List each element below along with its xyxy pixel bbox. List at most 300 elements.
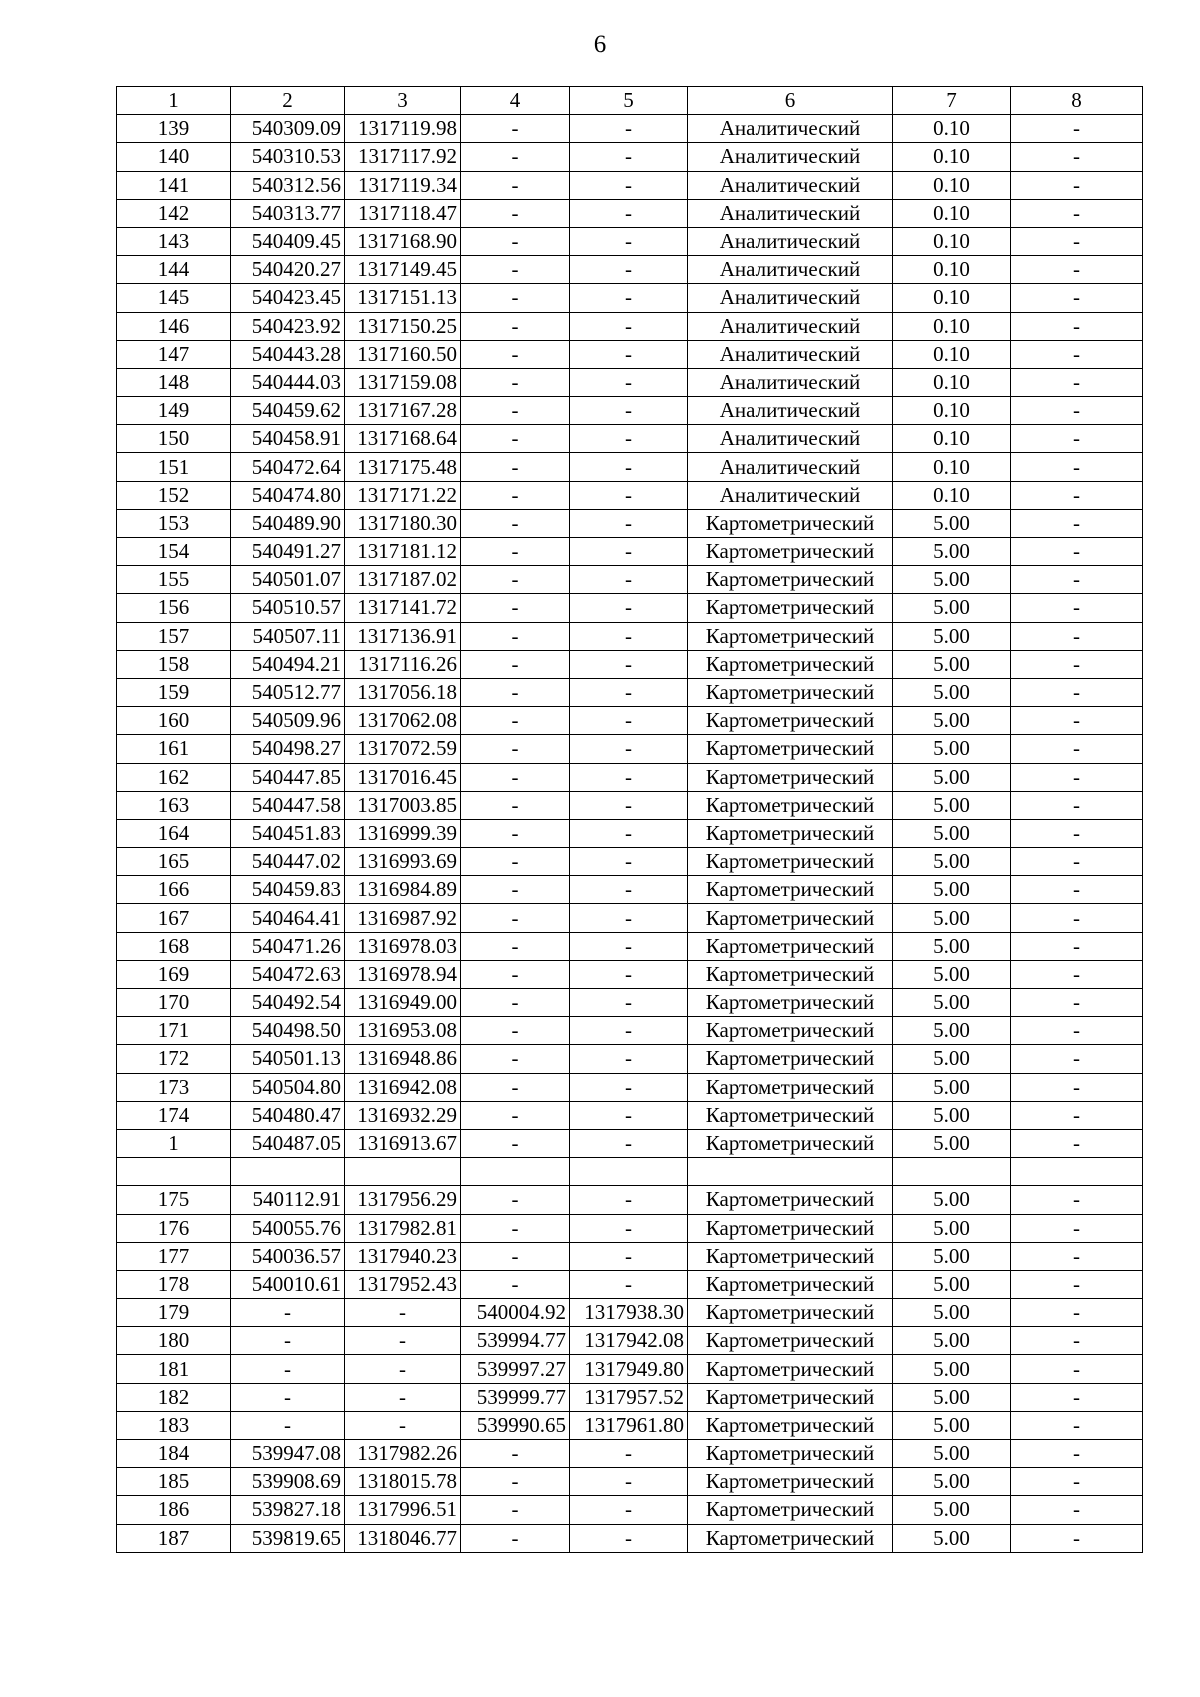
cell-accuracy: 5.00 — [893, 566, 1011, 594]
cell-x-coordinate-alt: - — [461, 1440, 570, 1468]
cell-accuracy: 5.00 — [893, 960, 1011, 988]
column-header-1: 1 — [117, 87, 231, 115]
cell-x-coordinate: 539827.18 — [231, 1496, 345, 1524]
cell-method: Картометрический — [688, 1270, 893, 1298]
table-row — [117, 1440, 1143, 1468]
cell-x-coordinate: 540447.58 — [231, 791, 345, 819]
cell-x-coordinate: 540491.27 — [231, 538, 345, 566]
cell-note: - — [1011, 1242, 1143, 1270]
cell-y-coordinate: 1317003.85 — [345, 791, 461, 819]
cell-x-coordinate: 540409.45 — [231, 227, 345, 255]
table-row — [117, 819, 1143, 847]
table-row — [117, 227, 1143, 255]
cell-x-coordinate-alt: - — [461, 1129, 570, 1157]
cell-x-coordinate — [231, 1158, 345, 1186]
cell-note: - — [1011, 312, 1143, 340]
table-row — [117, 678, 1143, 706]
table-row — [117, 509, 1143, 537]
cell-x-coordinate-alt: - — [461, 509, 570, 537]
cell-y-coordinate-alt: - — [570, 622, 688, 650]
cell-x-coordinate: 540309.09 — [231, 115, 345, 143]
cell-method: Картометрический — [688, 791, 893, 819]
cell-method: Картометрический — [688, 1101, 893, 1129]
cell-x-coordinate-alt: - — [461, 791, 570, 819]
cell-method: Картометрический — [688, 678, 893, 706]
cell-point-number: 142 — [117, 199, 231, 227]
cell-point-number: 180 — [117, 1327, 231, 1355]
cell-point-number: 1 — [117, 1129, 231, 1157]
cell-x-coordinate-alt: - — [461, 1496, 570, 1524]
cell-point-number: 174 — [117, 1101, 231, 1129]
cell-y-coordinate-alt: 1317949.80 — [570, 1355, 688, 1383]
cell-note: - — [1011, 678, 1143, 706]
cell-y-coordinate-alt: 1317961.80 — [570, 1411, 688, 1439]
cell-x-coordinate: - — [231, 1411, 345, 1439]
table-row — [117, 1242, 1143, 1270]
cell-y-coordinate-alt: - — [570, 1468, 688, 1496]
cell-accuracy: 5.00 — [893, 876, 1011, 904]
cell-method: Картометрический — [688, 622, 893, 650]
column-header-5: 5 — [570, 87, 688, 115]
cell-x-coordinate-alt: - — [461, 932, 570, 960]
cell-accuracy: 5.00 — [893, 707, 1011, 735]
cell-point-number: 153 — [117, 509, 231, 537]
cell-accuracy: 5.00 — [893, 1242, 1011, 1270]
cell-y-coordinate: 1316913.67 — [345, 1129, 461, 1157]
cell-method: Картометрический — [688, 1355, 893, 1383]
cell-accuracy: 5.00 — [893, 678, 1011, 706]
cell-point-number: 139 — [117, 115, 231, 143]
cell-point-number: 147 — [117, 340, 231, 368]
cell-method: Картометрический — [688, 989, 893, 1017]
column-header-7: 7 — [893, 87, 1011, 115]
cell-accuracy: 5.00 — [893, 1101, 1011, 1129]
cell-method: Аналитический — [688, 481, 893, 509]
cell-x-coordinate: 539908.69 — [231, 1468, 345, 1496]
cell-x-coordinate: - — [231, 1327, 345, 1355]
cell-x-coordinate-alt: - — [461, 678, 570, 706]
cell-y-coordinate: 1317175.48 — [345, 453, 461, 481]
cell-x-coordinate: 540447.85 — [231, 763, 345, 791]
cell-point-number: 182 — [117, 1383, 231, 1411]
cell-y-coordinate-alt: - — [570, 1524, 688, 1552]
cell-method: Аналитический — [688, 143, 893, 171]
cell-x-coordinate-alt: - — [461, 256, 570, 284]
cell-y-coordinate-alt: - — [570, 256, 688, 284]
cell-y-coordinate: - — [345, 1327, 461, 1355]
cell-x-coordinate: 540472.64 — [231, 453, 345, 481]
coordinates-table — [116, 86, 1143, 1553]
cell-y-coordinate: 1317072.59 — [345, 735, 461, 763]
cell-y-coordinate-alt: - — [570, 650, 688, 678]
cell-x-coordinate: 540510.57 — [231, 594, 345, 622]
cell-method: Аналитический — [688, 425, 893, 453]
cell-x-coordinate: 540451.83 — [231, 819, 345, 847]
table-row — [117, 960, 1143, 988]
cell-accuracy: 0.10 — [893, 312, 1011, 340]
cell-method: Аналитический — [688, 453, 893, 481]
table-row — [117, 199, 1143, 227]
cell-x-coordinate-alt: - — [461, 284, 570, 312]
cell-method: Картометрический — [688, 848, 893, 876]
cell-y-coordinate: 1317119.34 — [345, 171, 461, 199]
cell-note: - — [1011, 1129, 1143, 1157]
cell-y-coordinate: - — [345, 1411, 461, 1439]
cell-method: Картометрический — [688, 1017, 893, 1045]
cell-x-coordinate: 539947.08 — [231, 1440, 345, 1468]
cell-y-coordinate: 1317062.08 — [345, 707, 461, 735]
cell-point-number: 158 — [117, 650, 231, 678]
cell-y-coordinate: 1317996.51 — [345, 1496, 461, 1524]
cell-x-coordinate: 540507.11 — [231, 622, 345, 650]
cell-y-coordinate-alt: - — [570, 171, 688, 199]
cell-x-coordinate-alt: - — [461, 819, 570, 847]
cell-x-coordinate-alt: - — [461, 340, 570, 368]
cell-note: - — [1011, 735, 1143, 763]
cell-x-coordinate-alt: - — [461, 143, 570, 171]
table-row — [117, 1327, 1143, 1355]
cell-y-coordinate-alt: - — [570, 989, 688, 1017]
cell-x-coordinate: 540010.61 — [231, 1270, 345, 1298]
cell-method: Картометрический — [688, 650, 893, 678]
cell-x-coordinate: 540447.02 — [231, 848, 345, 876]
cell-point-number: 179 — [117, 1299, 231, 1327]
table-row — [117, 1129, 1143, 1157]
cell-accuracy: 0.10 — [893, 453, 1011, 481]
cell-note: - — [1011, 566, 1143, 594]
cell-note: - — [1011, 256, 1143, 284]
table-row — [117, 284, 1143, 312]
cell-note: - — [1011, 594, 1143, 622]
cell-y-coordinate-alt: - — [570, 227, 688, 255]
cell-note: - — [1011, 509, 1143, 537]
cell-method: Картометрический — [688, 1468, 893, 1496]
cell-note: - — [1011, 904, 1143, 932]
cell-x-coordinate-alt: - — [461, 848, 570, 876]
cell-method: Картометрический — [688, 707, 893, 735]
cell-method: Картометрический — [688, 1496, 893, 1524]
cell-y-coordinate-alt: - — [570, 678, 688, 706]
cell-y-coordinate: - — [345, 1299, 461, 1327]
cell-accuracy: 5.00 — [893, 1355, 1011, 1383]
cell-y-coordinate: 1316953.08 — [345, 1017, 461, 1045]
cell-x-coordinate-alt: - — [461, 1045, 570, 1073]
cell-accuracy: 5.00 — [893, 1440, 1011, 1468]
table-row — [117, 256, 1143, 284]
cell-y-coordinate-alt: - — [570, 566, 688, 594]
cell-note: - — [1011, 171, 1143, 199]
cell-method: Картометрический — [688, 960, 893, 988]
cell-note: - — [1011, 1101, 1143, 1129]
cell-x-coordinate: 540489.90 — [231, 509, 345, 537]
table-header-row — [117, 87, 1143, 115]
cell-point-number: 176 — [117, 1214, 231, 1242]
cell-note: - — [1011, 425, 1143, 453]
cell-note: - — [1011, 622, 1143, 650]
cell-note: - — [1011, 763, 1143, 791]
cell-accuracy: 0.10 — [893, 171, 1011, 199]
cell-accuracy: 0.10 — [893, 115, 1011, 143]
cell-note: - — [1011, 960, 1143, 988]
table-row — [117, 340, 1143, 368]
cell-note — [1011, 1158, 1143, 1186]
cell-note: - — [1011, 1299, 1143, 1327]
cell-y-coordinate-alt: - — [570, 509, 688, 537]
cell-accuracy: 5.00 — [893, 1129, 1011, 1157]
cell-x-coordinate-alt: 540004.92 — [461, 1299, 570, 1327]
table-row — [117, 594, 1143, 622]
table-row — [117, 566, 1143, 594]
cell-y-coordinate-alt: - — [570, 538, 688, 566]
cell-y-coordinate: 1317168.90 — [345, 227, 461, 255]
cell-note: - — [1011, 1270, 1143, 1298]
cell-point-number: 172 — [117, 1045, 231, 1073]
cell-y-coordinate-alt — [570, 1158, 688, 1186]
cell-accuracy: 0.10 — [893, 256, 1011, 284]
cell-y-coordinate: 1316949.00 — [345, 989, 461, 1017]
cell-y-coordinate: 1317167.28 — [345, 397, 461, 425]
cell-note: - — [1011, 115, 1143, 143]
table-row — [117, 904, 1143, 932]
cell-note: - — [1011, 1327, 1143, 1355]
cell-note: - — [1011, 1355, 1143, 1383]
cell-accuracy: 0.10 — [893, 481, 1011, 509]
cell-point-number: 186 — [117, 1496, 231, 1524]
column-header-3: 3 — [345, 87, 461, 115]
cell-accuracy — [893, 1158, 1011, 1186]
cell-y-coordinate: 1317149.45 — [345, 256, 461, 284]
cell-accuracy: 5.00 — [893, 1411, 1011, 1439]
cell-point-number: 166 — [117, 876, 231, 904]
cell-accuracy: 5.00 — [893, 650, 1011, 678]
cell-x-coordinate-alt: - — [461, 171, 570, 199]
cell-note: - — [1011, 199, 1143, 227]
table-row — [117, 848, 1143, 876]
table-row — [117, 1383, 1143, 1411]
table-row — [117, 481, 1143, 509]
cell-note: - — [1011, 932, 1143, 960]
cell-y-coordinate: 1317982.81 — [345, 1214, 461, 1242]
cell-y-coordinate-alt: - — [570, 848, 688, 876]
cell-method: Аналитический — [688, 368, 893, 396]
cell-note: - — [1011, 1186, 1143, 1214]
cell-x-coordinate-alt: - — [461, 650, 570, 678]
cell-y-coordinate-alt: 1317957.52 — [570, 1383, 688, 1411]
cell-x-coordinate-alt: - — [461, 763, 570, 791]
cell-note: - — [1011, 707, 1143, 735]
cell-accuracy: 5.00 — [893, 735, 1011, 763]
cell-point-number: 187 — [117, 1524, 231, 1552]
column-header-2: 2 — [231, 87, 345, 115]
cell-accuracy: 5.00 — [893, 1524, 1011, 1552]
cell-x-coordinate: 540112.91 — [231, 1186, 345, 1214]
cell-y-coordinate: 1316999.39 — [345, 819, 461, 847]
table-row — [117, 1214, 1143, 1242]
cell-y-coordinate-alt: - — [570, 960, 688, 988]
cell-accuracy: 0.10 — [893, 425, 1011, 453]
cell-x-coordinate: 540423.92 — [231, 312, 345, 340]
table-row — [117, 1073, 1143, 1101]
table-row — [117, 932, 1143, 960]
table-row — [117, 1411, 1143, 1439]
cell-note: - — [1011, 1017, 1143, 1045]
cell-accuracy: 5.00 — [893, 1073, 1011, 1101]
cell-method: Аналитический — [688, 284, 893, 312]
cell-y-coordinate: 1317982.26 — [345, 1440, 461, 1468]
table-row — [117, 115, 1143, 143]
cell-note: - — [1011, 284, 1143, 312]
table-row — [117, 368, 1143, 396]
cell-x-coordinate: 540459.62 — [231, 397, 345, 425]
cell-note: - — [1011, 819, 1143, 847]
cell-y-coordinate-alt: - — [570, 819, 688, 847]
cell-method: Картометрический — [688, 1073, 893, 1101]
cell-x-coordinate: 540444.03 — [231, 368, 345, 396]
cell-y-coordinate: 1317136.91 — [345, 622, 461, 650]
cell-method: Картометрический — [688, 1045, 893, 1073]
cell-y-coordinate: 1317181.12 — [345, 538, 461, 566]
cell-method: Картометрический — [688, 1383, 893, 1411]
cell-x-coordinate: 540501.13 — [231, 1045, 345, 1073]
cell-point-number: 183 — [117, 1411, 231, 1439]
table-row — [117, 650, 1143, 678]
cell-y-coordinate-alt: - — [570, 707, 688, 735]
cell-y-coordinate-alt: 1317942.08 — [570, 1327, 688, 1355]
cell-point-number: 141 — [117, 171, 231, 199]
cell-y-coordinate-alt: - — [570, 1129, 688, 1157]
cell-y-coordinate-alt: - — [570, 143, 688, 171]
cell-x-coordinate: 540501.07 — [231, 566, 345, 594]
cell-y-coordinate-alt: - — [570, 481, 688, 509]
cell-note: - — [1011, 1440, 1143, 1468]
cell-method: Картометрический — [688, 735, 893, 763]
cell-method: Картометрический — [688, 1214, 893, 1242]
cell-x-coordinate-alt: 539994.77 — [461, 1327, 570, 1355]
cell-y-coordinate: 1317118.47 — [345, 199, 461, 227]
cell-x-coordinate-alt: - — [461, 707, 570, 735]
cell-note: - — [1011, 481, 1143, 509]
cell-note: - — [1011, 1496, 1143, 1524]
cell-x-coordinate-alt: - — [461, 1101, 570, 1129]
cell-accuracy: 0.10 — [893, 227, 1011, 255]
cell-x-coordinate-alt: - — [461, 199, 570, 227]
cell-y-coordinate-alt: - — [570, 1073, 688, 1101]
cell-y-coordinate-alt: - — [570, 340, 688, 368]
column-header-8: 8 — [1011, 87, 1143, 115]
cell-method: Картометрический — [688, 509, 893, 537]
cell-y-coordinate: 1317956.29 — [345, 1186, 461, 1214]
cell-x-coordinate: - — [231, 1383, 345, 1411]
cell-point-number: 178 — [117, 1270, 231, 1298]
cell-method: Картометрический — [688, 1327, 893, 1355]
cell-point-number: 143 — [117, 227, 231, 255]
cell-method: Картометрический — [688, 1242, 893, 1270]
cell-method: Картометрический — [688, 763, 893, 791]
cell-accuracy: 5.00 — [893, 1496, 1011, 1524]
cell-method: Картометрический — [688, 566, 893, 594]
table-body — [117, 115, 1143, 1553]
cell-y-coordinate-alt: - — [570, 1242, 688, 1270]
cell-x-coordinate: 540310.53 — [231, 143, 345, 171]
table-row — [117, 735, 1143, 763]
cell-note: - — [1011, 538, 1143, 566]
cell-note: - — [1011, 143, 1143, 171]
cell-method: Аналитический — [688, 340, 893, 368]
cell-method: Картометрический — [688, 1186, 893, 1214]
table-row — [117, 1468, 1143, 1496]
cell-note: - — [1011, 227, 1143, 255]
cell-y-coordinate: 1317168.64 — [345, 425, 461, 453]
cell-point-number: 164 — [117, 819, 231, 847]
cell-x-coordinate: 540487.05 — [231, 1129, 345, 1157]
cell-x-coordinate: 540494.21 — [231, 650, 345, 678]
cell-y-coordinate-alt: - — [570, 425, 688, 453]
cell-y-coordinate-alt: - — [570, 199, 688, 227]
cell-point-number: 177 — [117, 1242, 231, 1270]
cell-x-coordinate-alt: - — [461, 115, 570, 143]
table-row — [117, 1017, 1143, 1045]
cell-point-number: 156 — [117, 594, 231, 622]
table-row — [117, 1270, 1143, 1298]
cell-accuracy: 5.00 — [893, 594, 1011, 622]
cell-y-coordinate: 1316978.03 — [345, 932, 461, 960]
cell-y-coordinate-alt: - — [570, 284, 688, 312]
cell-y-coordinate-alt: - — [570, 932, 688, 960]
cell-point-number: 145 — [117, 284, 231, 312]
cell-y-coordinate: 1316942.08 — [345, 1073, 461, 1101]
cell-y-coordinate: 1317151.13 — [345, 284, 461, 312]
cell-accuracy: 0.10 — [893, 368, 1011, 396]
cell-method: Картометрический — [688, 876, 893, 904]
cell-x-coordinate-alt: - — [461, 425, 570, 453]
cell-y-coordinate-alt: - — [570, 1214, 688, 1242]
cell-x-coordinate-alt: - — [461, 735, 570, 763]
cell-x-coordinate-alt: - — [461, 989, 570, 1017]
cell-accuracy: 5.00 — [893, 1299, 1011, 1327]
cell-y-coordinate: 1317940.23 — [345, 1242, 461, 1270]
cell-y-coordinate: 1317119.98 — [345, 115, 461, 143]
cell-y-coordinate: 1316993.69 — [345, 848, 461, 876]
cell-y-coordinate: 1317159.08 — [345, 368, 461, 396]
cell-point-number: 185 — [117, 1468, 231, 1496]
cell-x-coordinate-alt — [461, 1158, 570, 1186]
cell-y-coordinate-alt: - — [570, 1045, 688, 1073]
cell-x-coordinate-alt: - — [461, 1214, 570, 1242]
cell-y-coordinate: 1317150.25 — [345, 312, 461, 340]
cell-x-coordinate-alt: - — [461, 481, 570, 509]
page-number: 6 — [593, 31, 607, 58]
cell-point-number: 149 — [117, 397, 231, 425]
cell-y-coordinate-alt: - — [570, 1186, 688, 1214]
cell-note: - — [1011, 1045, 1143, 1073]
cell-point-number: 173 — [117, 1073, 231, 1101]
cell-y-coordinate: 1317187.02 — [345, 566, 461, 594]
cell-note: - — [1011, 989, 1143, 1017]
cell-accuracy: 0.10 — [893, 397, 1011, 425]
cell-x-coordinate: 540458.91 — [231, 425, 345, 453]
table-row — [117, 1158, 1143, 1186]
cell-point-number: 146 — [117, 312, 231, 340]
table-row — [117, 876, 1143, 904]
cell-method: Аналитический — [688, 397, 893, 425]
table-row — [117, 791, 1143, 819]
cell-method: Картометрический — [688, 1440, 893, 1468]
cell-x-coordinate: 540420.27 — [231, 256, 345, 284]
cell-x-coordinate-alt: - — [461, 397, 570, 425]
cell-accuracy: 0.10 — [893, 340, 1011, 368]
cell-y-coordinate: 1317116.26 — [345, 650, 461, 678]
cell-x-coordinate-alt: 539999.77 — [461, 1383, 570, 1411]
